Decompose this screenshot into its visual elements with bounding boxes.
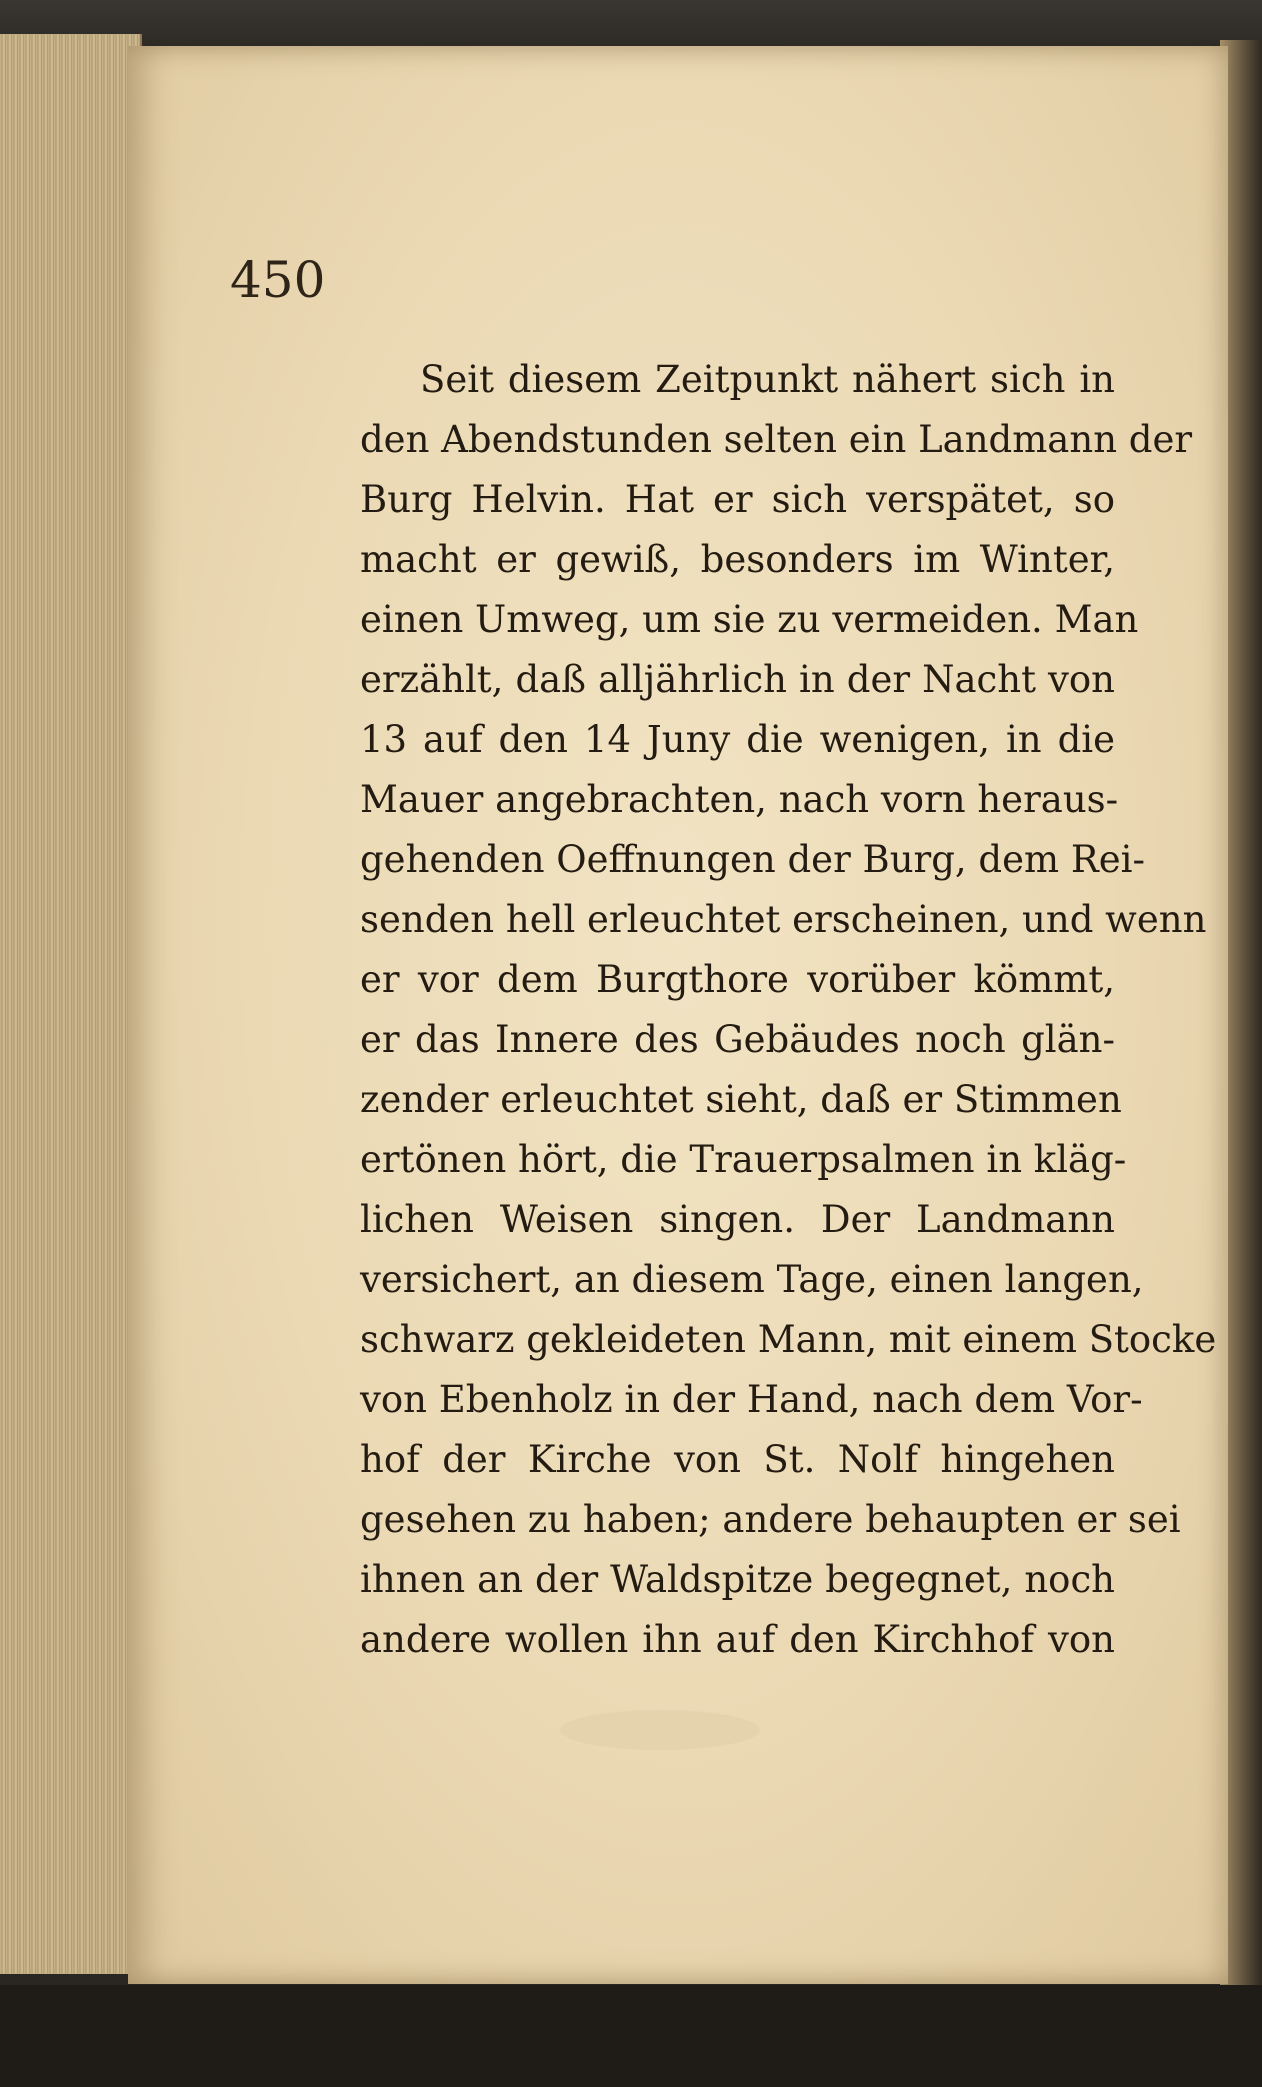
text-line: gehenden Oeffnungen der Burg, dem Rei-	[360, 838, 1145, 881]
text-line: Burg Helvin. Hat er sich verspätet, so	[360, 478, 1115, 521]
text-line: einen Umweg, um sie zu vermeiden. Man	[360, 598, 1139, 641]
text-line: macht er gewiß, besonders im Winter,	[360, 538, 1115, 581]
text-line: ihnen an der Waldspitze begegnet, noch	[360, 1558, 1115, 1601]
text-line: schwarz gekleideten Mann, mit einem Stocke	[360, 1318, 1217, 1361]
text-line: Mauer angebrachten, nach vorn heraus-	[360, 778, 1119, 821]
text-line: senden hell erleuchtet erscheinen, und wenn	[360, 898, 1207, 941]
text-line: Seit diesem Zeitpunkt nähert sich in	[420, 358, 1115, 401]
text-line: andere wollen ihn auf den Kirchhof von	[360, 1618, 1115, 1661]
backdrop-bottom	[0, 1985, 1262, 2087]
text-line: zender erleuchtet sieht, daß er Stimmen	[360, 1078, 1122, 1121]
text-line: ertönen hört, die Trauerpsalmen in kläg-	[360, 1138, 1127, 1181]
text-line: versichert, an diesem Tage, einen langen,	[360, 1258, 1144, 1301]
text-line: gesehen zu haben; andere behaupten er sei	[360, 1498, 1181, 1541]
page-edges	[0, 34, 142, 1974]
text-line: erzählt, daß alljährlich in der Nacht von	[360, 658, 1115, 701]
page-number: 450	[230, 251, 326, 309]
text-line: lichen Weisen singen. Der Landmann	[360, 1198, 1115, 1241]
text-line: 13 auf den 14 Juny die wenigen, in die	[360, 718, 1115, 761]
paper-stain	[560, 1710, 760, 1750]
text-line: hof der Kirche von St. Nolf hingehen	[360, 1438, 1115, 1481]
text-line: den Abendstunden selten ein Landmann der	[360, 418, 1193, 461]
text-line: er das Innere des Gebäudes noch glän-	[360, 1018, 1115, 1061]
text-line: er vor dem Burgthore vorüber kömmt,	[360, 958, 1115, 1001]
text-line: von Ebenholz in der Hand, nach dem Vor-	[360, 1378, 1143, 1421]
